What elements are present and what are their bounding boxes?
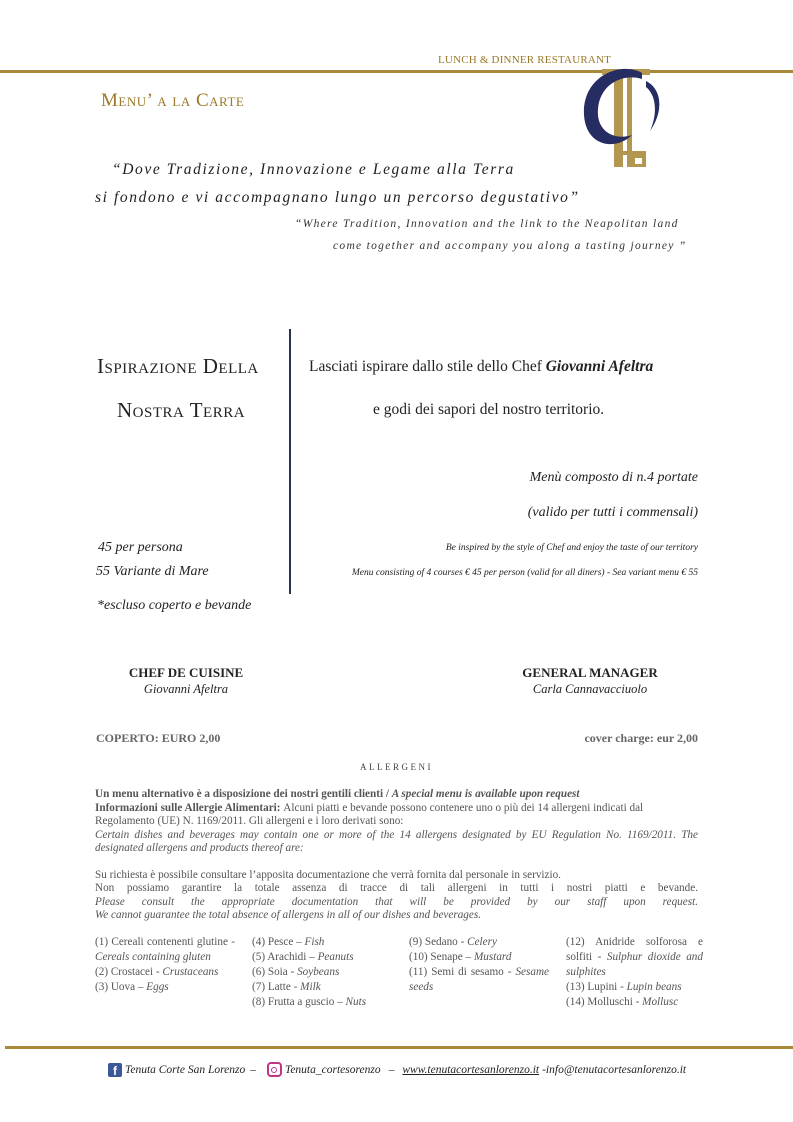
quote-en-line1: “Where Tradition, Innovation and the link to the Neapolitan land	[295, 218, 679, 230]
bottom-divider	[5, 1046, 793, 1049]
allergen-item: (7) Latte - Milk	[252, 981, 321, 993]
allergen-item: (9) Sedano - Celery	[409, 936, 497, 948]
section-description-line1	[309, 358, 653, 376]
allergy-info-body: Alcuni piatti e bevande possono contenere uno o più dei 14 allergeni indicati dal Regolamento (UE) N. 1169/2011. Gli allergeni e i loro derivati sono:	[95, 801, 644, 827]
alt-menu-en: A special menu is available upon request	[391, 788, 580, 800]
chef-name-inline: Giovanni Afeltra	[545, 358, 654, 375]
price-per-person: 45 per persona	[98, 540, 183, 555]
footer-contacts	[108, 1062, 686, 1077]
allergy-info-bold: Informazioni sulle Allergie Alimentari:	[95, 801, 284, 814]
quote-en-line2: come together and accompany you along a tasting journey ”	[333, 240, 687, 252]
guarantee-note-en: We cannot guarantee the total absence of allergens in all of our dishes and beverages.	[95, 909, 482, 921]
section-description-line2: e godi dei sapori del nostro territorio.	[373, 401, 605, 418]
allergy-info	[95, 788, 698, 923]
quote-it-line1: “Dove Tradizione, Innovazione e Legame alla Terra	[112, 161, 515, 178]
cover-charge-en: cover charge: eur 2,00	[584, 731, 698, 745]
price-exclusions: *escluso coperto e bevande	[97, 598, 252, 613]
allergen-item: (8) Frutta a guscio – Nuts	[252, 996, 367, 1008]
gm-role: GENERAL MANAGER	[522, 665, 658, 680]
alt-menu-bold: Un menu alternativo è a disposizione dei nostri gentili clienti /	[95, 788, 392, 800]
allergen-item: (1) Cereali contenenti glutine - Cereals containing gluten	[95, 936, 235, 963]
footer-separator: –	[250, 1063, 256, 1076]
instagram-icon[interactable]	[267, 1062, 282, 1077]
alt-menu-note	[95, 788, 698, 802]
allergen-column-4	[566, 935, 703, 1010]
allergen-column-1	[95, 935, 235, 995]
footer-separator: –	[388, 1063, 395, 1076]
allergens-heading: ALLERGENI	[360, 762, 433, 772]
restaurant-tagline: LUNCH & DINNER RESTAURANT	[438, 54, 612, 66]
chef-role: CHEF DE CUISINE	[128, 665, 244, 680]
allergen-item: (11) Semi di sesamo - Sesame seeds	[409, 966, 549, 993]
section-title-line1: Ispirazione Della	[97, 354, 259, 378]
allergen-column-2	[252, 935, 402, 1010]
allergen-item: (6) Soia - Soybeans	[252, 966, 340, 978]
website-link[interactable]: www.tenutacortesanlorenzo.it	[402, 1063, 540, 1076]
english-description-line2: Menu consisting of 4 courses € 45 per person (valid for all diners) - Sea variant menu € 55	[351, 568, 698, 578]
courses-note: Menù composto di n.4 portate	[529, 470, 698, 485]
corte-san-lorenzo-logo	[572, 55, 672, 175]
allergen-item: (3) Uova – Eggs	[95, 981, 169, 993]
cover-charge-it: COPERTO: EURO 2,00	[96, 731, 221, 745]
allergen-item: (4) Pesce – Fish	[252, 936, 325, 948]
allergen-item: (14) Molluschi - Mollusc	[566, 996, 679, 1008]
docs-note-it: Su richiesta è possibile consultare l’apposita documentazione che verrà fornita dal personale in servizio.	[95, 868, 561, 881]
facebook-icon[interactable]: f	[108, 1063, 122, 1077]
guarantee-note-it: Non possiamo garantire la totale assenza di tracce di tali allergeni in tutti i nostri piatti e bevande.	[95, 882, 698, 894]
price-sea-variant: 55 Variante di Mare	[96, 564, 209, 579]
menu-title: Menu’ a la Carte	[101, 90, 245, 111]
allergen-item: (2) Crostacei - Crustaceans	[95, 966, 219, 978]
gm-name: Carla Cannavacciuolo	[532, 682, 648, 696]
allergen-item: (12) Anidride solforosa e solfiti - Sulphur dioxide and sulphites	[566, 936, 703, 978]
valid-note: (valido per tutti i commensali)	[527, 505, 698, 520]
instagram-link[interactable]: Tenuta_cortesorenzo	[284, 1063, 381, 1076]
vertical-divider	[289, 329, 291, 594]
chef-name: Giovanni Afeltra	[143, 682, 229, 696]
section-title-line2: Nostra Terra	[117, 398, 246, 422]
quote-it-line2: si fondono e vi accompagnano lungo un percorso degustativo”	[95, 189, 580, 206]
email-link[interactable]: -info@tenutacortesanlorenzo.it	[542, 1063, 687, 1076]
top-divider	[0, 70, 793, 73]
allergy-info-en: Certain dishes and beverages may contain one or more of the 14 allergens designated by EU Regulation No. 1169/2011. The designated allergens and products thereof are:	[95, 828, 698, 854]
facebook-link[interactable]: Tenuta Corte San Lorenzo	[125, 1063, 246, 1076]
allergen-item: (5) Arachidi – Peanuts	[252, 951, 354, 963]
allergen-item: (10) Senape – Mustard	[409, 951, 512, 963]
allergen-item: (13) Lupini - Lupin beans	[566, 981, 682, 993]
docs-note-en: Please consult the appropriate documentation that will be provided by our staff upon request.	[95, 895, 698, 908]
english-description-line1: Be inspired by the style of Chef and enjoy the taste of our territory	[445, 543, 698, 553]
allergen-column-3	[409, 935, 549, 995]
description-prefix: Lasciati ispirare dallo stile dello Chef	[309, 358, 546, 375]
allergy-info-text	[95, 802, 698, 829]
